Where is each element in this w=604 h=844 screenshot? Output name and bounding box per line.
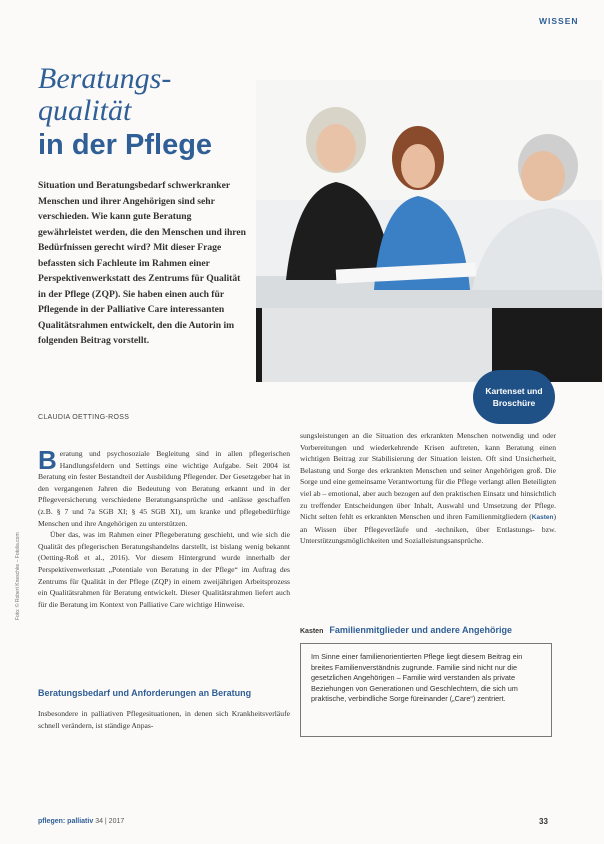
paragraph: Über das, was im Rahmen einer Pflegeberatung geschieht, und wie sich die Qualität des pflegerischen Beratungshandelns darstellt, ist bislang wenig bekannt (Oetting-Roß et al., 2016). Vor diesem Hintergrund wurde innerhalb der Perspektivenwerkstatt „Potentiale von Beratung in der Pflege“ im Auftrag des Zentrums für Qualität in der Pflege (ZQP) in einem zweijährigen Arbeitsprozess ein Qualitätsrahmen für Beratung entwickelt. Dieser Qualitätsrahmen liefert auch für die Beratung im Kontext von Palliative Care wichtige Hinweise. xyxy=(38,530,290,609)
article-title-line-3: in der Pflege xyxy=(38,129,213,161)
article-title-line-1: Beratungs- xyxy=(38,62,172,95)
body-column-1-continued xyxy=(38,708,290,731)
article-title-line-2: qualität xyxy=(38,94,132,127)
photo-credit: Foto: © Robert Kneschke – Fotolia.com xyxy=(15,532,21,620)
footer-journal xyxy=(38,818,124,825)
journal-issue: 34 | 2017 xyxy=(95,818,125,825)
box-kasten-label: Kasten xyxy=(300,628,324,635)
info-box: Im Sinne einer familienorientierten Pflege liegt diesem Beitrag ein breites Familienverständnis zugrunde. Familie sind nicht nur die gesetzlichen Angehörigen – Familie wird verstanden als private Beziehungen von Generationen und Geschlechtern, die sich um praktische, verbindliche Sorge füreinander („Care“) zentriert. xyxy=(300,643,552,737)
section-subheading: Beratungsbedarf und Anforderungen an Beratung xyxy=(38,688,252,698)
page-number: 33 xyxy=(539,817,548,826)
paragraph: Insbesondere in palliativen Pflegesituationen, in denen sich Krankheitsverläufe schnell verändern, ist ständige Anpas- xyxy=(38,709,290,730)
media-badge xyxy=(473,370,555,424)
lead-paragraph: Situation und Beratungsbedarf schwerkranker Menschen und ihrer Angehörigen sind sehr verschieden. Wie kann gute Beratung gewährleistet werden, die den Menschen und ihren Bedürfnissen gerecht wird? Mit dieser Frage befassten sich Fachleute im Rahmen einer Perspektivenwerkstatt des Zentrums für Qualität in der Pflege (ZQP). Sie haben einen auch für Pflegende in der Palliative Care interessanten Qualitätsrahmen entwickelt, den die Autorin im folgenden Beitrag vorstellt. xyxy=(38,180,246,346)
paragraph-text: eratung und psychosoziale Begleitung sind in allen pflegerischen Handlungsfeldern und Settings eine wichtige Aufgabe. Seit 2004 ist Beratung ein fester Bestandteil der Ausbildung Pflegender. Der Gesetzgeber hat in den vergangenen Jahren die Bedeutung von Beratung erkannt und in der Pflegeversicherung verschiedene Beratungsansprüche und -anlässe geschaffen (z.B. § 7 und 7a SGB XI; § 45 SGB XI), um kranke und pflegebedürftige Menschen und ihre Angehörigen zu unterstützen. xyxy=(38,449,290,528)
section-tag: WISSEN xyxy=(539,16,579,26)
badge-line-2: Broschüre xyxy=(492,398,536,408)
paragraph xyxy=(300,430,556,547)
drop-cap: B xyxy=(38,445,57,475)
body-column-2 xyxy=(300,430,556,547)
kasten-reference: Kasten xyxy=(531,514,554,522)
paragraph-text-end: ) an Wissen über Pflegeverläufe und -techniken, über Entlastungs- bzw. Unterstützungsmöglichkeiten und Sozialleistungsansprüche. xyxy=(300,512,556,546)
box-heading xyxy=(300,625,512,635)
article-photo xyxy=(256,80,602,382)
body-column-1 xyxy=(38,445,290,610)
paragraph xyxy=(38,445,290,529)
journal-name: pflegen: palliativ xyxy=(38,818,94,825)
badge-line-1: Kartenset und xyxy=(485,386,543,396)
paragraph-text: sungsleistungen an die Situation des erkrankten Menschen notwendig und oder Vorbereitungen und wiederkehrende Krisen auftreten, kann Beratung einen wichtigen Beitrag zur Stabilisierung der Situation leisten. Oft sind Unsicherheit, Belastung und Sorge des erkrankten Menschen und seiner Angehörigen groß. Die Sorge und eine gemeinsame Verantwortung für die Pflege verlangt allen Beteiligten viel ab – emotional, aber auch bezogen auf den praktischen Einsatz und hinsichtlich zu treffender Entscheidungen über Inhalt, Auswahl und Umsetzung der Pflege. Nicht selten fehlt es erkrankten Menschen und ihren Familienmitgliedern ( xyxy=(300,431,556,522)
box-title: Familienmitglieder und andere Angehörige xyxy=(329,625,513,635)
author-byline: CLAUDIA OETTING-ROSS xyxy=(38,414,130,421)
photo-illustration xyxy=(256,80,602,382)
